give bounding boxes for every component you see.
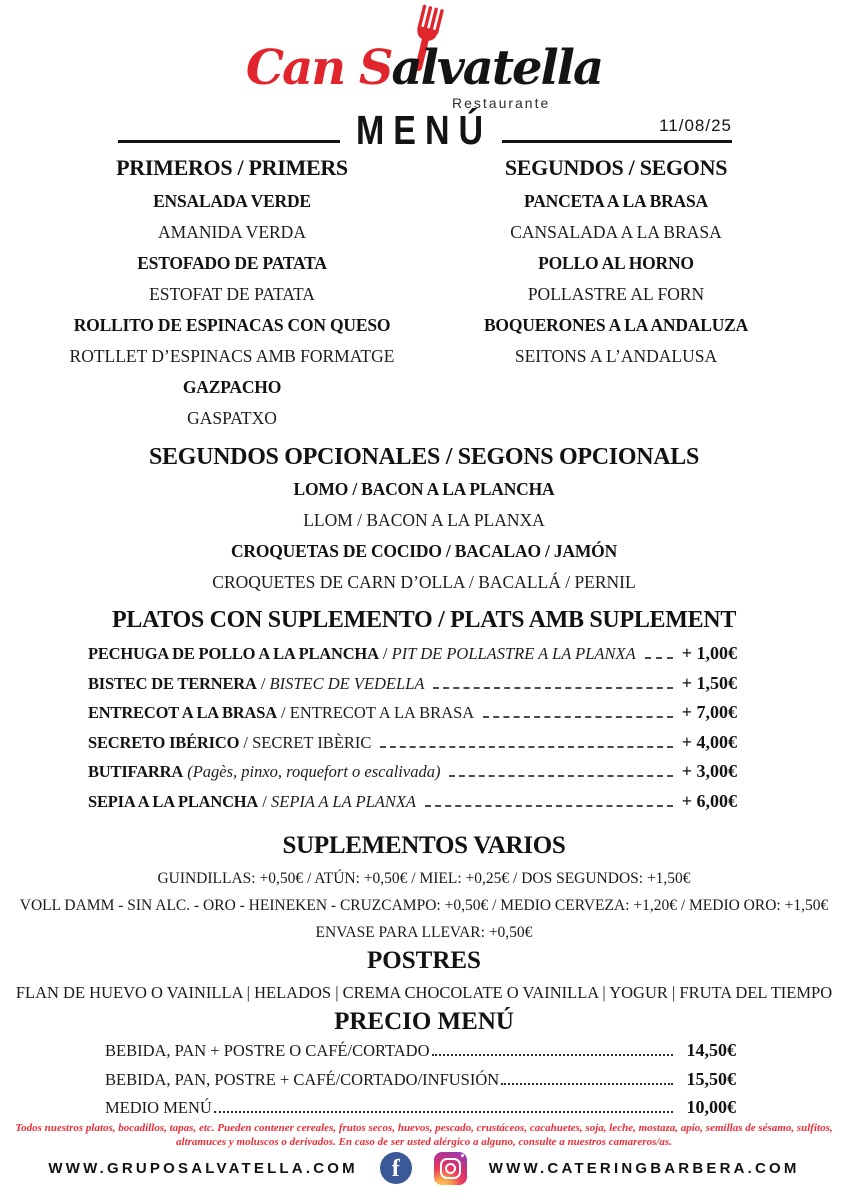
menu-item: LOMO / BACON A LA PLANCHA	[293, 479, 555, 499]
varios-line: ENVASE PARA LLEVAR: +0,50€	[315, 924, 533, 941]
separator: /	[239, 732, 253, 752]
footer-bar	[0, 1147, 848, 1189]
menu-item-translation: LLOM / BACON A LA PLANXA	[303, 510, 545, 530]
supplement-price: + 6,00€	[681, 790, 737, 811]
postres-section	[0, 946, 848, 1006]
instagram-icon[interactable]	[434, 1152, 467, 1185]
menu-date: 11/08/25	[659, 116, 732, 135]
dish-name-ca: (Pagès, pinxo, roquefort o escalivada)	[187, 762, 441, 781]
varios-line: VOLL DAMM - SIN ALC. - ORO - HEINEKEN - CRUZCAMPO: +0,50€ / MEDIO CERVEZA: +1,20€ / MEDIO ORO: +1,50€	[19, 897, 829, 914]
allergen-notice: Todos nuestros platos, bocadillos, tapas, etc. Pueden contener cereales, frutos secos, huevos, pescado, crustáceos, cacahuetes, soja, leche, mostaza, apio, semillas de sésamo, sulfitos, altramuces y moluscos o derivados. En caso de ser usted alérgico a alguno, consulte a nuestros camareros/as.	[15, 1122, 833, 1148]
postres-line: FLAN DE HUEVO O VAINILLA | HELADOS | CREMA CHOCOLATE O VAINILLA | YOGUR | FRUTA DEL TIEMPO	[15, 983, 833, 1002]
segundos-column	[424, 152, 808, 434]
separator: /	[256, 673, 270, 693]
supplement-price: + 1,50€	[681, 672, 737, 693]
logo-can: Can	[245, 40, 359, 96]
dish-name-es: ENTRECOT A LA BRASA	[88, 703, 277, 722]
dash-leader	[380, 746, 672, 748]
facebook-icon[interactable]	[380, 1152, 412, 1184]
menu-item: CROQUETAS DE COCIDO / BACALAO / JAMÓN	[230, 541, 618, 561]
website-left-link[interactable]: WWW.GRUPOSALVATELLA.COM	[48, 1159, 358, 1177]
dash-leader	[425, 805, 673, 807]
supplement-row	[88, 732, 737, 762]
dot-leader	[432, 1054, 673, 1056]
dish-name-es: SECRETO IBÉRICO	[88, 732, 240, 752]
menu-item: GAZPACHO	[182, 377, 282, 397]
menu-item-translation: ROTLLET D’ESPINACS AMB FORMATGE	[69, 346, 395, 366]
page-title: MENÚ	[355, 108, 493, 154]
logo-s-initial: S	[358, 40, 392, 96]
separator: /	[378, 644, 392, 663]
postres-title: POSTRES	[367, 947, 481, 974]
menu-item-translation: POLLASTRE AL FORN	[527, 284, 705, 304]
price-row	[105, 1069, 736, 1098]
supplement-row	[88, 673, 737, 703]
courses-columns	[40, 152, 808, 434]
menu-item-translation: SEITONS A L’ANDALUSA	[514, 346, 718, 366]
supplement-price: + 7,00€	[681, 702, 737, 722]
menu-item-translation: CANSALADA A LA BRASA	[510, 222, 722, 242]
menu-item-translation: AMANIDA VERDA	[158, 222, 306, 242]
dish-name-es: SEPIA A LA PLANCHA	[88, 791, 259, 811]
logo-subtitle: Restaurante	[452, 95, 551, 111]
menu-item-translation: CROQUETES DE CARN D’OLLA / BACALLÁ / PERNIL	[212, 572, 636, 592]
separator: /	[258, 791, 271, 811]
menu-item: PANCETA A LA BRASA	[524, 191, 708, 211]
dot-leader	[214, 1111, 673, 1113]
price-value: 14,50€	[686, 1040, 736, 1060]
price-label: BEBIDA, PAN, POSTRE + CAFÉ/CORTADO/INFUSIÓN	[105, 1069, 500, 1089]
menu-item: ROLLITO DE ESPINACAS CON QUESO	[73, 315, 391, 335]
dish-name-ca: ENTRECOT A LA BRASA	[289, 703, 475, 722]
menu-item: ESTOFADO DE PATATA	[137, 253, 327, 273]
price-row	[105, 1040, 736, 1069]
dash-leader	[483, 716, 673, 718]
supplement-row	[88, 702, 737, 732]
supplement-row	[88, 761, 737, 791]
separator: /	[276, 703, 290, 722]
dash-leader	[449, 775, 672, 777]
dish-name-es: BUTIFARRA	[88, 762, 184, 781]
instagram-lens	[445, 1163, 456, 1174]
menu-item: BOQUERONES A LA ANDALUZA	[483, 315, 749, 335]
divider-right	[502, 140, 732, 143]
primeros-column	[40, 152, 424, 434]
varios-line: GUINDILLAS: +0,50€ / ATÚN: +0,50€ / MIEL: +0,25€ / DOS SEGUNDOS: +1,50€	[157, 870, 691, 887]
dish-name-es: BISTEC DE TERNERA	[88, 673, 257, 693]
logo-wordmark	[0, 40, 848, 96]
dish-name-ca: SECRET IBÈRIC	[252, 732, 372, 752]
segundos-title: SEGUNDOS / SEGONS	[504, 155, 728, 180]
price-label: MEDIO MENÚ	[105, 1098, 212, 1117]
supplement-price: + 3,00€	[681, 761, 737, 781]
instagram-flash-dot	[461, 1154, 464, 1157]
price-value: 10,00€	[686, 1097, 736, 1117]
primeros-title: PRIMEROS / PRIMERS	[116, 155, 348, 180]
precio-title: PRECIO MENÚ	[334, 1008, 514, 1035]
opcionales-title: SEGUNDOS OPCIONALES / SEGONS OPCIONALS	[148, 444, 700, 470]
menu-item-translation: ESTOFAT DE PATATA	[149, 284, 315, 304]
menu-item: ENSALADA VERDE	[153, 191, 311, 211]
dish-name-ca: BISTEC DE VEDELLA	[269, 673, 425, 693]
price-label: BEBIDA, PAN + POSTRE O CAFÉ/CORTADO	[105, 1041, 430, 1060]
supplement-row	[88, 791, 737, 821]
facebook-letter: f	[391, 1156, 400, 1182]
dish-name-ca: PIT DE POLLASTRE A LA PLANXA	[391, 644, 636, 663]
divider-left	[118, 140, 340, 143]
suplementos-list	[88, 643, 737, 820]
dash-leader	[433, 687, 672, 689]
dash-leader	[645, 657, 673, 659]
dish-name-es: PECHUGA DE POLLO A LA PLANCHA	[88, 644, 379, 663]
logo-alvatella: alvatella	[391, 40, 603, 96]
website-right-link[interactable]: WWW.CATERINGBARBERA.COM	[488, 1159, 800, 1177]
price-value: 15,50€	[686, 1068, 736, 1089]
menu-item-translation: GASPATXO	[187, 408, 277, 428]
precio-list	[105, 1040, 736, 1126]
menu-item: POLLO AL HORNO	[538, 253, 694, 273]
dot-leader	[501, 1083, 672, 1085]
supplement-price: + 1,00€	[681, 643, 737, 663]
varios-title: SUPLEMENTOS VARIOS	[282, 832, 566, 859]
suplementos-title: PLATOS CON SUPLEMENTO / PLATS AMB SUPLEMENT	[111, 607, 737, 633]
supplement-price: + 4,00€	[681, 731, 737, 752]
opcionales-section	[0, 441, 848, 598]
varios-section	[0, 831, 848, 946]
dish-name-ca: SEPIA A LA PLANXA	[271, 791, 416, 811]
supplement-row	[88, 643, 737, 673]
